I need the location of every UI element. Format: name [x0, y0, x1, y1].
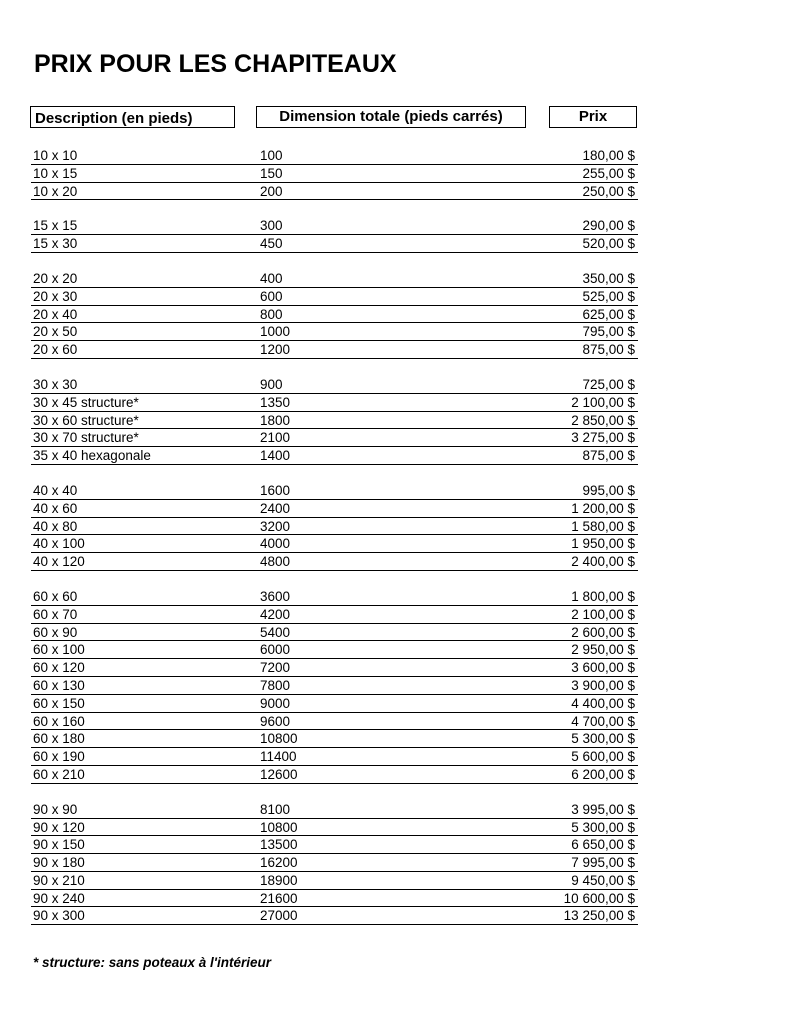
table-row — [31, 730, 638, 748]
cell-dimension: 200 — [260, 183, 283, 199]
cell-prix: 1 800,00 $ — [571, 588, 635, 604]
cell-prix: 7 995,00 $ — [571, 855, 635, 871]
table-row — [31, 890, 638, 908]
cell-prix: 3 995,00 $ — [571, 801, 635, 817]
table-row — [31, 288, 638, 306]
cell-prix: 2 100,00 $ — [571, 606, 635, 622]
table-row — [31, 766, 638, 784]
table-row — [31, 872, 638, 890]
cell-dimension: 5400 — [260, 624, 291, 640]
table-row — [31, 677, 638, 695]
table-row — [31, 713, 638, 731]
table-row — [31, 165, 638, 183]
cell-dimension: 10800 — [260, 731, 298, 747]
cell-description: 30 x 30 — [33, 376, 78, 392]
cell-dimension: 16200 — [260, 855, 298, 871]
cell-description: 20 x 20 — [33, 270, 78, 286]
cell-prix: 1 200,00 $ — [571, 500, 635, 516]
cell-description: 90 x 120 — [33, 819, 85, 835]
table-group — [31, 482, 638, 571]
table-row — [31, 323, 638, 341]
table-row — [31, 341, 638, 359]
cell-dimension: 2100 — [260, 430, 291, 446]
cell-prix: 725,00 $ — [582, 376, 635, 392]
table-group — [31, 270, 638, 359]
table-row — [31, 624, 638, 642]
table-row — [31, 695, 638, 713]
cell-description: 40 x 60 — [33, 500, 78, 516]
table-row — [31, 412, 638, 430]
cell-prix: 6 650,00 $ — [571, 837, 635, 853]
cell-prix: 4 700,00 $ — [571, 713, 635, 729]
cell-prix: 9 450,00 $ — [571, 872, 635, 888]
cell-description: 10 x 20 — [33, 183, 78, 199]
cell-dimension: 13500 — [260, 837, 298, 853]
cell-description: 15 x 15 — [33, 218, 78, 234]
table-row — [31, 907, 638, 925]
cell-description: 40 x 120 — [33, 554, 85, 570]
cell-dimension: 7800 — [260, 677, 291, 693]
cell-prix: 255,00 $ — [582, 165, 635, 181]
cell-dimension: 3600 — [260, 588, 291, 604]
cell-dimension: 7200 — [260, 660, 291, 676]
table-row — [31, 854, 638, 872]
cell-prix: 525,00 $ — [582, 288, 635, 304]
header-dimension: Dimension totale (pieds carrés) — [256, 106, 526, 128]
cell-dimension: 300 — [260, 218, 283, 234]
footnote: * structure: sans poteaux à l'intérieur — [33, 955, 272, 970]
table-row — [31, 270, 638, 288]
cell-prix: 2 950,00 $ — [571, 642, 635, 658]
table-row — [31, 394, 638, 412]
cell-prix: 290,00 $ — [582, 218, 635, 234]
cell-prix: 2 850,00 $ — [571, 412, 635, 428]
cell-dimension: 1600 — [260, 482, 291, 498]
cell-description: 60 x 100 — [33, 642, 85, 658]
cell-dimension: 11400 — [260, 749, 297, 765]
table-row — [31, 429, 638, 447]
price-table — [31, 147, 638, 942]
cell-description: 90 x 150 — [33, 837, 85, 853]
cell-description: 60 x 180 — [33, 731, 85, 747]
cell-description: 60 x 60 — [33, 588, 78, 604]
cell-description: 60 x 190 — [33, 749, 85, 765]
table-row — [31, 748, 638, 766]
cell-dimension: 6000 — [260, 642, 291, 658]
cell-dimension: 4000 — [260, 536, 291, 552]
cell-dimension: 1200 — [260, 342, 291, 358]
cell-description: 60 x 120 — [33, 660, 85, 676]
cell-prix: 5 300,00 $ — [571, 819, 635, 835]
table-group — [31, 217, 638, 253]
table-group — [31, 588, 638, 784]
cell-description: 60 x 160 — [33, 713, 85, 729]
table-row — [31, 659, 638, 677]
cell-dimension: 600 — [260, 288, 283, 304]
cell-dimension: 8100 — [260, 801, 291, 817]
cell-description: 40 x 80 — [33, 518, 78, 534]
cell-dimension: 150 — [260, 165, 283, 181]
table-row — [31, 535, 638, 553]
cell-prix: 875,00 $ — [582, 448, 635, 464]
table-row — [31, 447, 638, 465]
cell-description: 20 x 60 — [33, 342, 78, 358]
cell-dimension: 10800 — [260, 819, 298, 835]
cell-prix: 3 900,00 $ — [571, 677, 635, 693]
table-row — [31, 606, 638, 624]
cell-prix: 5 600,00 $ — [571, 749, 635, 765]
cell-dimension: 4200 — [260, 606, 291, 622]
table-row — [31, 235, 638, 253]
cell-prix: 180,00 $ — [582, 148, 635, 163]
cell-description: 15 x 30 — [33, 236, 78, 252]
cell-dimension: 800 — [260, 306, 283, 322]
cell-dimension: 1800 — [260, 412, 291, 428]
cell-description: 60 x 70 — [33, 606, 78, 622]
cell-dimension: 18900 — [260, 872, 298, 888]
table-group — [31, 376, 638, 465]
cell-dimension: 9000 — [260, 695, 291, 711]
cell-description: 90 x 90 — [33, 801, 78, 817]
table-row — [31, 819, 638, 837]
table-row — [31, 801, 638, 819]
cell-description: 20 x 40 — [33, 306, 78, 322]
cell-dimension: 21600 — [260, 890, 298, 906]
cell-dimension: 2400 — [260, 500, 291, 516]
table-row — [31, 553, 638, 571]
cell-prix: 995,00 $ — [582, 482, 635, 498]
cell-prix: 3 600,00 $ — [571, 660, 635, 676]
cell-prix: 350,00 $ — [582, 270, 635, 286]
cell-description: 40 x 40 — [33, 482, 78, 498]
cell-prix: 1 580,00 $ — [571, 518, 635, 534]
table-group — [31, 801, 638, 926]
cell-description: 10 x 10 — [33, 148, 78, 163]
cell-description: 30 x 60 structure* — [33, 412, 139, 428]
cell-dimension: 1400 — [260, 448, 291, 464]
cell-description: 90 x 240 — [33, 890, 85, 906]
cell-prix: 4 400,00 $ — [571, 695, 635, 711]
table-row — [31, 641, 638, 659]
cell-dimension: 1000 — [260, 324, 291, 340]
cell-prix: 3 275,00 $ — [571, 430, 635, 446]
table-row — [31, 183, 638, 201]
table-row — [31, 147, 638, 165]
cell-dimension: 27000 — [260, 908, 298, 924]
table-row — [31, 500, 638, 518]
cell-dimension: 400 — [260, 270, 283, 286]
cell-prix: 5 300,00 $ — [571, 731, 635, 747]
cell-dimension: 450 — [260, 236, 283, 252]
table-row — [31, 306, 638, 324]
cell-dimension: 3200 — [260, 518, 291, 534]
cell-description: 20 x 30 — [33, 288, 78, 304]
cell-description: 35 x 40 hexagonale — [33, 448, 151, 464]
table-group — [31, 147, 638, 200]
cell-prix: 13 250,00 $ — [563, 908, 635, 924]
table-row — [31, 518, 638, 536]
cell-prix: 520,00 $ — [582, 236, 635, 252]
cell-prix: 250,00 $ — [582, 183, 635, 199]
cell-description: 90 x 180 — [33, 855, 85, 871]
table-row — [31, 836, 638, 854]
cell-description: 30 x 70 structure* — [33, 430, 139, 446]
cell-dimension: 1350 — [260, 394, 291, 410]
cell-prix: 2 100,00 $ — [571, 394, 635, 410]
cell-description: 30 x 45 structure* — [33, 394, 139, 410]
cell-dimension: 4800 — [260, 554, 291, 570]
cell-description: 90 x 300 — [33, 908, 85, 924]
cell-prix: 1 950,00 $ — [571, 536, 635, 552]
cell-prix: 2 400,00 $ — [571, 554, 635, 570]
header-prix: Prix — [549, 106, 637, 128]
cell-prix: 625,00 $ — [582, 306, 635, 322]
table-row — [31, 588, 638, 606]
page-title: PRIX POUR LES CHAPITEAUX — [34, 50, 397, 78]
cell-description: 60 x 150 — [33, 695, 85, 711]
cell-prix: 2 600,00 $ — [571, 624, 635, 640]
table-row — [31, 482, 638, 500]
table-row — [31, 217, 638, 235]
cell-description: 40 x 100 — [33, 536, 85, 552]
cell-description: 20 x 50 — [33, 324, 78, 340]
header-description: Description (en pieds) — [30, 106, 235, 128]
cell-description: 60 x 210 — [33, 766, 85, 782]
cell-prix: 10 600,00 $ — [563, 890, 635, 906]
cell-dimension: 900 — [260, 376, 283, 392]
cell-dimension: 100 — [260, 148, 283, 163]
cell-prix: 795,00 $ — [582, 324, 635, 340]
cell-prix: 875,00 $ — [582, 342, 635, 358]
cell-dimension: 12600 — [260, 766, 298, 782]
cell-description: 60 x 90 — [33, 624, 78, 640]
cell-description: 60 x 130 — [33, 677, 85, 693]
cell-description: 90 x 210 — [33, 872, 85, 888]
cell-prix: 6 200,00 $ — [571, 766, 635, 782]
table-row — [31, 376, 638, 394]
cell-dimension: 9600 — [260, 713, 291, 729]
cell-description: 10 x 15 — [33, 165, 78, 181]
